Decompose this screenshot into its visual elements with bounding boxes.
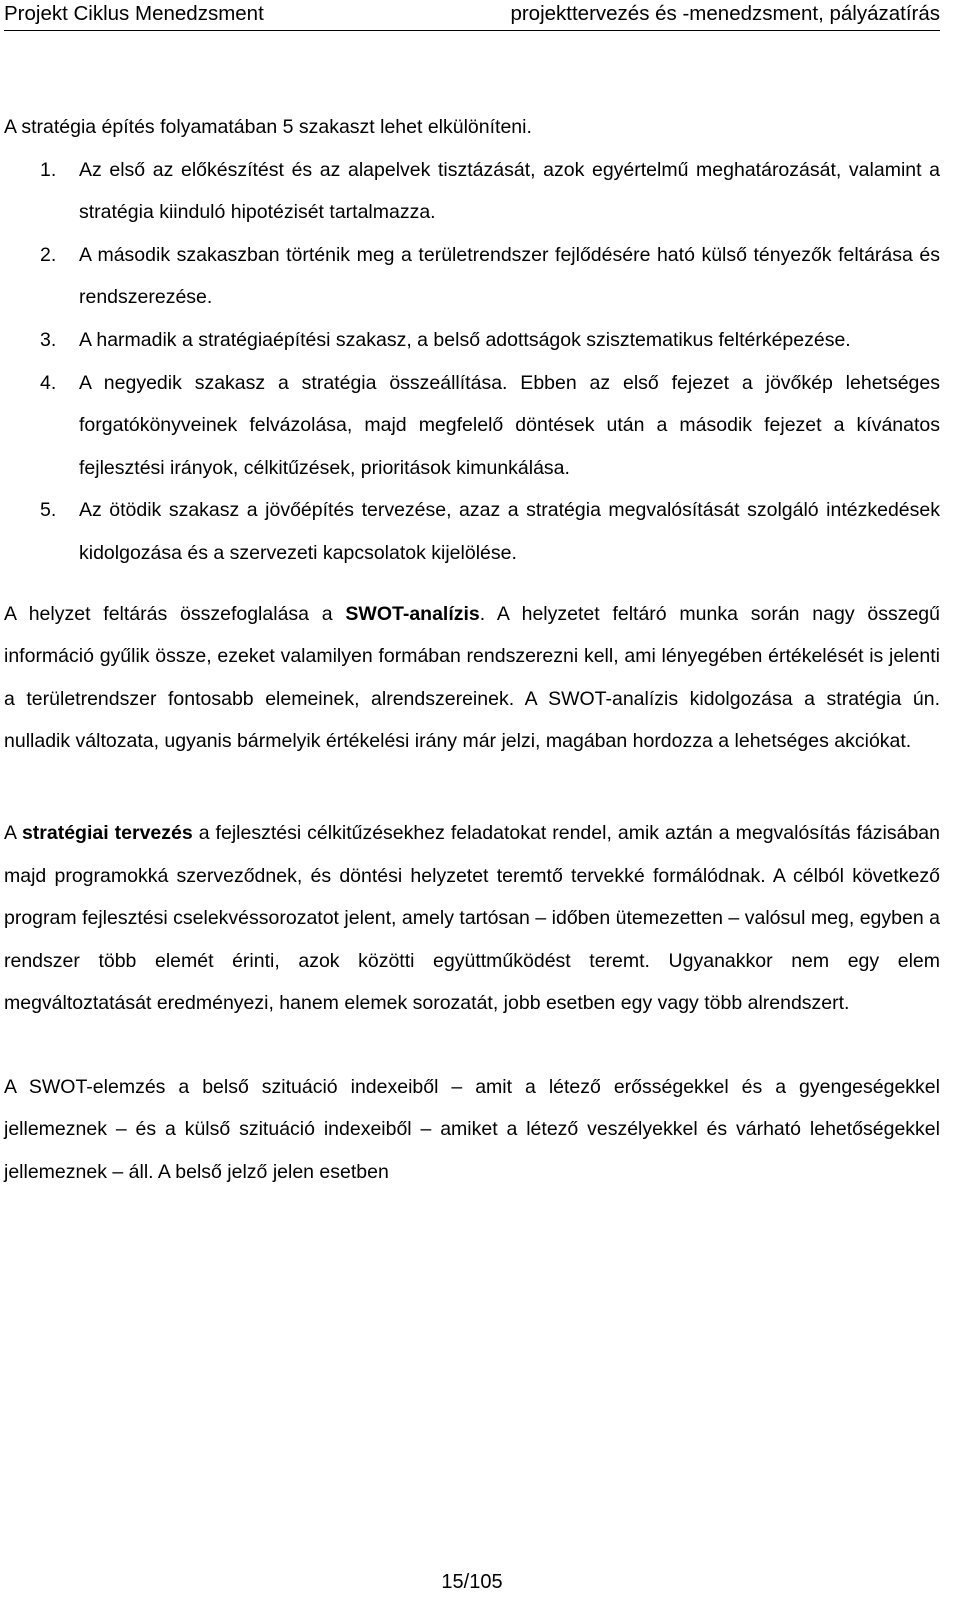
swot-term: SWOT-analízis <box>345 602 480 625</box>
list-item <box>4 362 940 490</box>
list-item-text: Az ötödik szakasz a jövőépítés tervezése, azaz a stratégia megvalósítását szolgáló intézkedések kidolgozása és a szervezeti kapcsolatok kijelölése. <box>79 499 940 564</box>
list-item-text: A második szakaszban történik meg a területrendszer fejlődésére ható külső tényezők feltárása és rendszerezése. <box>79 243 940 309</box>
list-item <box>4 319 940 362</box>
strategic-rest-text: a fejlesztési célkitűzésekhez feladatokat rendel, amik aztán a megvalósítás fázisában majd programokká szerveződnek, és döntési helyzetet teremtő tervekké formálódnak. A célból következő program fejlesztési cselekvéssorozatot jelent, amely tartósan – időben ütemezetten – valósul meg, egyben a rendszer több elemét érinti, azok közötti együttműködést teremt. Ugyanakkor nem egy elem megváltoztatását eredményezi, hanem elemek sorozatát, jobb esetben egy vagy több alrendszert. <box>4 821 940 1015</box>
list-item <box>4 234 940 319</box>
strategic-planning-paragraph <box>4 812 940 1025</box>
list-item <box>4 149 940 234</box>
list-item-text: A harmadik a stratégiaépítési szakasz, a belső adottságok szisztematikus feltérképezése. <box>79 328 851 351</box>
running-header <box>4 0 940 31</box>
header-left-title: Projekt Ciklus Menedzsment <box>4 2 264 25</box>
page-number: 15/105 <box>441 1571 503 1593</box>
swot-lead-text: A helyzet feltárás összefoglalása a <box>4 602 346 625</box>
stages-list <box>4 149 940 575</box>
strategic-planning-term: stratégiai tervezés <box>21 821 193 844</box>
list-item-number: 2. <box>40 243 57 266</box>
intro-paragraph: A stratégia építés folyamatában 5 szakaszt lehet elkülöníteni. <box>4 116 532 138</box>
swot-summary-paragraph <box>4 593 940 763</box>
page-footer <box>0 1568 944 1596</box>
swot-rest-text: . A helyzetet feltáró munka során nagy összegű információ gyűlik össze, ezeket valamilyen formában rendszerezni kell, ami lényegében értékelését is jelenti a területrendszer fontosabb elemeinek, alrendszereinek. A SWOT-analízis kidolgozása a stratégia ún. nulladik változata, ugyanis bármelyik értékelési irány már jelzi, magában hordozza a lehetséges akciókat. <box>4 602 940 753</box>
document-body <box>4 106 940 1194</box>
list-item-number: 5. <box>40 499 57 522</box>
list-item-text: A negyedik szakasz a stratégia összeállítása. Ebben az első fejezet a jövőkép lehetséges forgatókönyveinek felvázolása, majd megfelelő döntések után a második fejezet a kívánatos fejlesztési irányok, célkitűzések, prioritások kimunkálása. <box>79 371 940 479</box>
paragraph-spacer <box>4 575 940 593</box>
header-right-title: projekttervezés és -menedzsment, pályázatírás <box>510 2 940 25</box>
paragraph-spacer <box>4 763 940 812</box>
list-item-number: 1. <box>40 158 57 181</box>
list-item <box>4 489 940 574</box>
list-item-number: 3. <box>40 328 57 351</box>
list-item-number: 4. <box>40 371 57 394</box>
paragraph-spacer <box>4 1025 940 1066</box>
swot-elements-paragraph: A SWOT-elemzés a belső szituáció indexeiből – amit a létező erősségekkel és a gyengeségekkel jellemeznek – és a külső szituáció indexeiből – amiket a létező veszélyekkel és várható lehetőségekkel jellemeznek – áll. A belső jelző jelen esetben <box>4 1075 940 1184</box>
list-item-text: Az első az előkészítést és az alapelvek tisztázását, azok egyértelmű meghatározását, valamint a stratégia kiinduló hipotézisét tartalmazza. <box>79 158 940 224</box>
strategic-lead-text: A <box>4 821 22 844</box>
